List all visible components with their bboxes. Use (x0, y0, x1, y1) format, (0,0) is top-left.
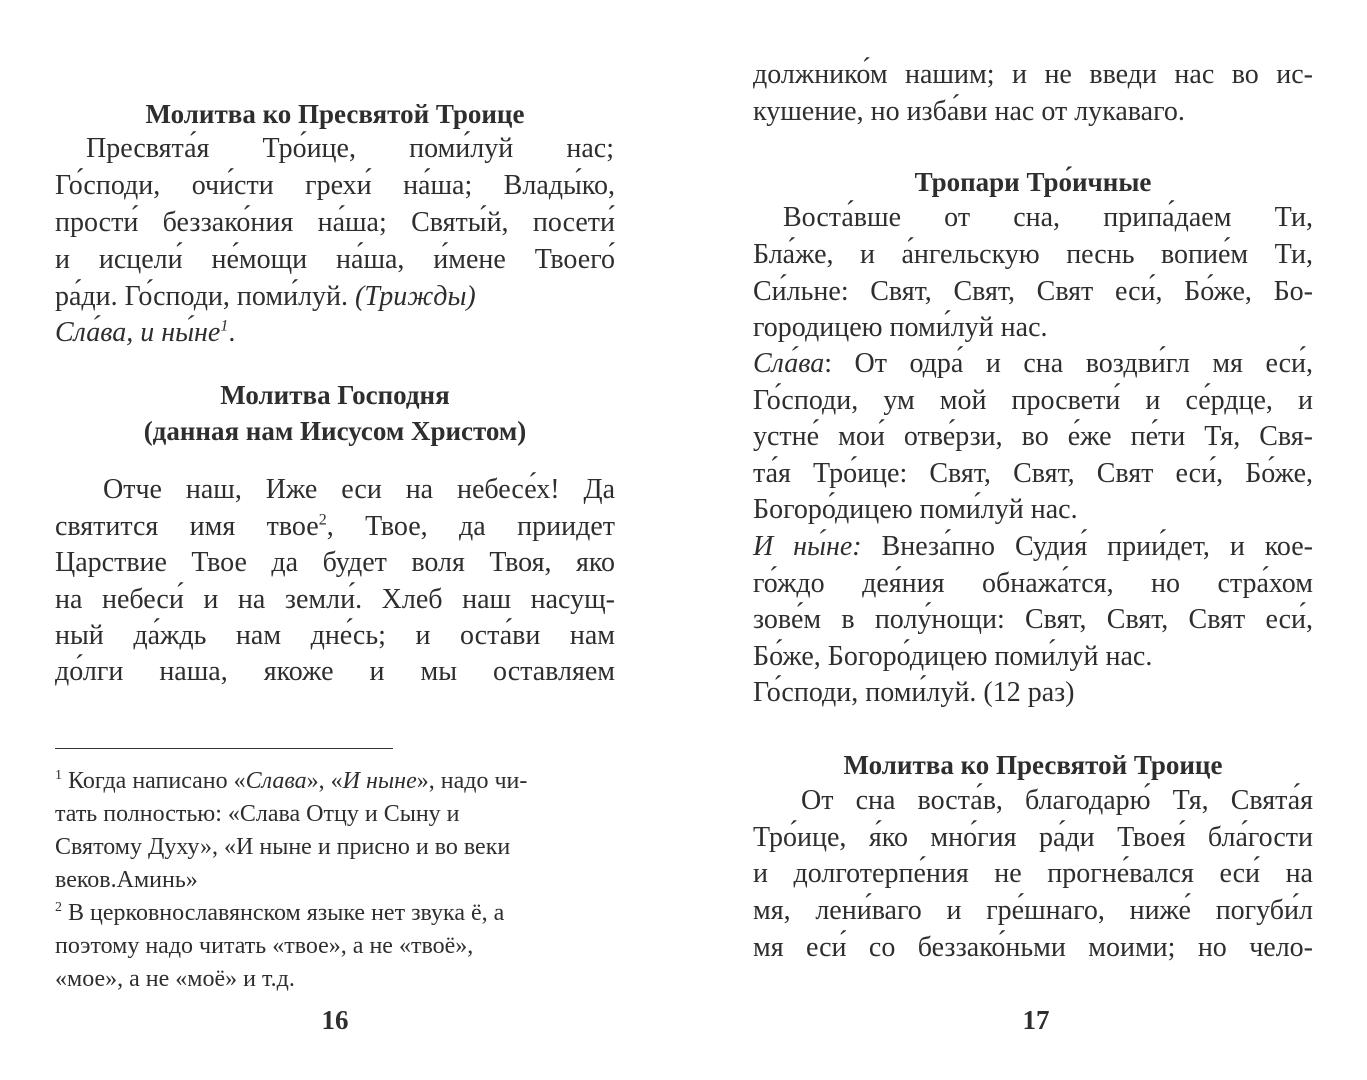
slava-troparion-line: Го́споди, ум мой просвети́ и се́рдце, и (753, 385, 1313, 416)
footnote-2-number: 2 (55, 900, 62, 915)
trinity-prayer-line: мя, лени́ваго и гре́шнаго, ниже́ погуби́л (753, 895, 1313, 926)
page-number-right: 17 (1022, 1005, 1050, 1035)
left-page (0, 0, 683, 1080)
lords-prayer-text: , Твое, да приидет (326, 511, 616, 542)
trinity-text-line: Го́споди, очи́сти грехи́ на́ша; Влады́ко, (55, 170, 615, 201)
troparia-line: городицею поми́луй нас. (753, 312, 1048, 343)
continuation-line: должнико́м нашим; и не введи нас во ис- (753, 59, 1313, 90)
right-page (683, 0, 1367, 1080)
lords-prayer-line: на небеси́ и на земли́. Хлеб наш насущ- (55, 584, 615, 615)
left-heading-lords-prayer-sub: (данная нам Иисусом Христом) (143, 416, 527, 446)
slava-troparion-line: устне́ мои́ отве́рзи, во е́же пе́ти Тя, Свя- (753, 421, 1313, 452)
footnote-ref-2: 2 (318, 511, 327, 529)
gospodi-line: Го́споди, поми́луй. (12 раз) (753, 677, 1075, 708)
troparia-line: Воста́вше от сна, припа́даем Ти, (783, 202, 1313, 233)
footnote-1-line: Святому Духу», «И ныне и присно и во веки (55, 834, 511, 860)
right-heading-trinity: Молитва ко Пресвятой Троице (843, 750, 1223, 780)
slava-troparion-line (753, 347, 1313, 381)
footnote-divider (55, 748, 393, 749)
footnote-2 (55, 898, 504, 928)
slava-troparion-text: : От одра́ и сна воздви́гл мя еси́, (824, 348, 1313, 379)
footnote-1-number: 1 (55, 768, 62, 783)
lords-prayer-line: до́лги наша, якоже и мы оставляем (55, 656, 615, 687)
troparia-line: Бла́же, и а́нгельскую песнь вопие́м Ти, (753, 239, 1313, 270)
inyne-label: И ны́не: (753, 531, 862, 562)
slava-text: Сла́ва, и ны́не (55, 317, 221, 348)
slava-troparion-line: та́я Тро́ице: Свят, Свят, Свят еси́, Бо́же, (753, 458, 1313, 489)
lords-prayer-line: Отче наш, Иже еси на небесе́х! Да (103, 474, 615, 505)
inyne-troparion-line: го́ждо дея́ния обнажа́тся, но стра́хом (753, 568, 1313, 599)
footnote-1 (55, 766, 527, 796)
footnote-1-line: веков.Аминь» (55, 867, 198, 893)
trinity-prayer-line: Тро́ице, я́ко мно́гия ра́ди Твоея́ бла́гости (753, 822, 1313, 853)
slava-label: Сла́ва (753, 348, 825, 379)
slava-end: . (228, 317, 236, 348)
footnote-1-text: », надо чи- (416, 768, 528, 794)
inyne-troparion-text: Внеза́пно Судия́ прии́дет, и кое- (861, 531, 1314, 562)
footnote-ref-1: 1 (220, 317, 229, 335)
trinity-thrice: (Трижды) (355, 281, 476, 312)
trinity-prayer-line: От сна воста́в, благодарю́ Тя, Свята́я (801, 785, 1313, 816)
page-number-left: 16 (321, 1005, 349, 1035)
left-heading-trinity: Молитва ко Пресвятой Троице (145, 99, 525, 129)
footnote-2-text: В церковнославянском языке нет звука ё, а (62, 900, 505, 926)
troparia-line: Си́льне: Свят, Свят, Свят еси́, Бо́же, Бо- (753, 276, 1313, 307)
trinity-prayer-line: и долготерпе́ния не прогне́вался еси́ на (753, 858, 1313, 889)
footnote-1-nyne: И ныне (342, 768, 417, 794)
footnote-1-slava: Слава (245, 768, 307, 794)
trinity-text-line: прости́ беззако́ния на́ша; Святы́й, посети́ (55, 207, 615, 238)
left-heading-lords-prayer: Молитва Господня (220, 380, 450, 410)
right-heading-troparia: Тропари Тро́ичные (914, 167, 1152, 197)
slava-troparion-line: Богоро́дицею поми́луй нас. (753, 494, 1078, 525)
lords-prayer-text: святится имя твое (55, 511, 319, 542)
trinity-prayer-line: мя еси́ со беззако́ньми моими; но чело- (753, 932, 1313, 963)
footnote-1-line: тать полностью: «Слава Отцу и Сыну и (55, 801, 460, 827)
trinity-text-last (55, 280, 476, 314)
inyne-troparion-line: зове́м в полу́нощи: Свят, Свят, Свят еси́, (753, 604, 1313, 635)
footnote-1-text: », « (306, 768, 343, 794)
inyne-troparion-line (753, 530, 1313, 564)
continuation-line: кушение, но изба́ви нас от лукаваго. (753, 96, 1185, 127)
slava-line (55, 316, 235, 350)
trinity-text-line: Пресвята́я Тро́ице, поми́луй нас; (86, 133, 614, 164)
trinity-text-line: и исцели́ не́мощи на́ша, и́мене Твоего́ (55, 244, 615, 275)
footnote-2-line: поэтому надо читать «твое», а не «твоё», (55, 933, 474, 959)
inyne-troparion-line: Бо́же, Богоро́дицею поми́луй нас. (753, 641, 1153, 672)
footnote-2-line: «мое», а не «моё» и т.д. (55, 966, 295, 992)
trinity-last-text: ра́ди. Го́споди, поми́луй. (55, 281, 356, 312)
lords-prayer-line-ref (55, 510, 615, 544)
lords-prayer-line: ный да́ждь нам дне́сь; и оста́ви нам (55, 620, 615, 651)
footnote-1-text: Когда написано « (62, 768, 246, 794)
lords-prayer-line: Царствие Твое да будет воля Твоя, яко (55, 547, 615, 578)
